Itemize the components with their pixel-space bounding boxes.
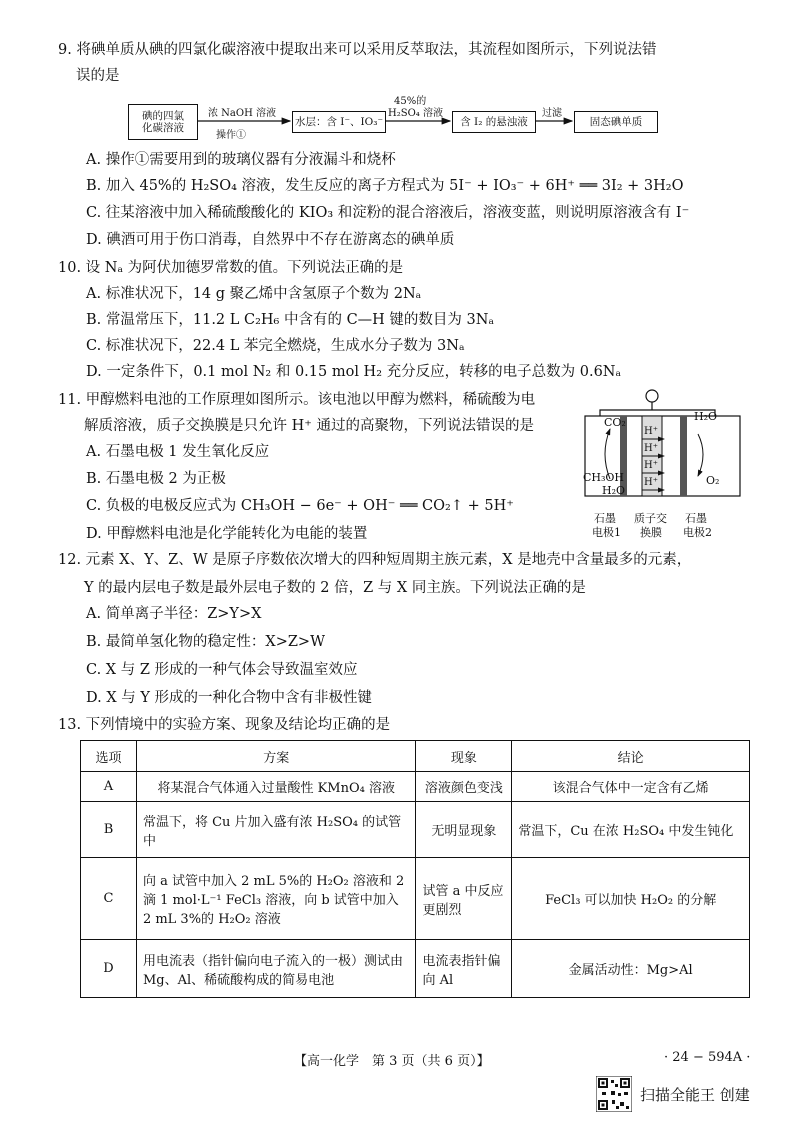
q9-option-a: A. 操作①需要用到的玻璃仪器有分液漏斗和烧杯 <box>86 152 396 168</box>
label-hplus-2: H⁺ <box>644 443 658 454</box>
row-phenomenon: 电流表指针偏向 Al <box>416 940 512 998</box>
fuel-cell-drawing <box>580 384 750 524</box>
q9-option-c: C. 往某溶液中加入稀硫酸酸化的 KIO₃ 和淀粉的混合溶液后，溶液变蓝，则说明原溶液含有 I⁻ <box>86 205 690 221</box>
row-plan: 用电流表（指针偏向电子流入的一极）测试由 Mg、Al、稀硫酸构成的简易电池 <box>136 940 416 998</box>
flow-arrow2-top2: H₂SO₄ 溶液 <box>388 108 443 119</box>
label-co2: CO₂ <box>604 416 626 429</box>
row-conclusion: 金属活动性：Mg>Al <box>512 940 750 998</box>
row-conclusion: 常温下，Cu 在浓 H₂SO₄ 中发生钝化 <box>512 802 750 858</box>
label-electrode2-a: 石墨 <box>685 512 707 525</box>
row-plan: 向 a 试管中加入 2 mL 5%的 H₂O₂ 溶液和 2 滴 1 mol·L⁻¹ FeCl₃ 溶液，向 b 试管中加入 2 mL 3%的 H₂O₂ 溶液 <box>136 858 416 940</box>
row-conclusion: FeCl₃ 可以加快 H₂O₂ 的分解 <box>512 858 750 940</box>
label-o2: O₂ <box>706 474 720 487</box>
label-hplus-1: H⁺ <box>644 426 658 437</box>
table-header-row <box>81 741 750 772</box>
page-footer-center: 【高一化学 第 3 页（共 6 页）】 <box>294 1054 490 1069</box>
label-hplus-4: H⁺ <box>644 477 658 488</box>
electrode-2 <box>680 416 687 496</box>
q12-option-b: B. 最简单氢化物的稳定性：X>Z>W <box>86 634 325 650</box>
q12-option-a: A. 简单离子半径：Z>Y>X <box>86 606 262 622</box>
q12-stem-line1: 12. 元素 X、Y、Z、W 是原子序数依次增大的四种短周期主族元素，X 是地壳中含量最多的元素， <box>58 552 692 568</box>
row-plan: 常温下，将 Cu 片加入盛有浓 H₂SO₄ 的试管中 <box>136 802 416 858</box>
bulb-icon <box>646 390 658 402</box>
flow-arrow2-top1: 45%的 <box>394 96 427 107</box>
flow-arrow1-top: 浓 NaOH 溶液 <box>208 108 276 119</box>
flow-box-1: 碘的四氯 化碳溶液 <box>128 104 198 140</box>
label-membrane-a: 质子交 <box>634 512 667 525</box>
row-conclusion: 该混合气体中一定含有乙烯 <box>512 772 750 802</box>
header-conclusion: 结论 <box>512 741 750 772</box>
q11-stem-line1: 11. 甲醇燃料电池的工作原理如图所示。该电池以甲醇为燃料，稀硫酸为电 <box>58 392 536 408</box>
q11-option-d: D. 甲醇燃料电池是化学能转化为电能的装置 <box>86 526 368 542</box>
label-membrane-b: 换膜 <box>640 526 662 539</box>
row-phenomenon: 无明显现象 <box>416 802 512 858</box>
label-electrode1-b: 电极1 <box>592 526 621 539</box>
header-plan: 方案 <box>136 741 416 772</box>
table-row <box>81 802 750 858</box>
page-footer-code: · 24 − 594A · <box>664 1050 751 1065</box>
q9-option-d: D. 碘酒可用于伤口消毒，自然界中不存在游离态的碘单质 <box>86 232 455 248</box>
q10-option-d: D. 一定条件下，0.1 mol N₂ 和 0.15 mol H₂ 充分反应，转移的电子总数为 0.6Nₐ <box>86 364 622 380</box>
label-h2o-left: H₂O <box>602 484 626 497</box>
q11-option-a: A. 石墨电极 1 发生氧化反应 <box>86 444 270 460</box>
q9-option-b: B. 加入 45%的 H₂SO₄ 溶液，发生反应的离子方程式为 5I⁻ + IO₃⁻ + 6H⁺ ══ 3I₂ + 3H₂O <box>86 178 684 194</box>
row-plan: 将某混合气体通入过量酸性 KMnO₄ 溶液 <box>136 772 416 802</box>
row-option: B <box>81 802 137 858</box>
q12-option-d: D. X 与 Y 形成的一种化合物中含有非极性键 <box>86 690 373 706</box>
watermark-text: 扫描全能王 创建 <box>640 1086 750 1104</box>
label-ch3oh: CH₃OH <box>583 471 625 484</box>
q11-stem-line2: 解质溶液，质子交换膜是只允许 H⁺ 通过的高聚物，下列说法错误的是 <box>84 418 535 434</box>
label-hplus-3: H⁺ <box>644 460 658 471</box>
row-option: D <box>81 940 137 998</box>
q9-stem-line2: 误的是 <box>76 68 120 84</box>
flow-arrows <box>0 0 794 160</box>
label-electrode2-b: 电极2 <box>683 526 712 539</box>
header-option: 选项 <box>81 741 137 772</box>
q10-option-b: B. 常温常压下，11.2 L C₂H₆ 中含有的 C—H 键的数目为 3Nₐ <box>86 312 495 328</box>
row-phenomenon: 溶液颜色变浅 <box>416 772 512 802</box>
q12-stem-line2: Y 的最内层电子数是最外层电子数的 2 倍，Z 与 X 同主族。下列说法正确的是 <box>84 580 586 596</box>
row-option: C <box>81 858 137 940</box>
label-electrode1-a: 石墨 <box>594 512 616 525</box>
q10-option-a: A. 标准状况下，14 g 聚乙烯中含氢原子个数为 2Nₐ <box>86 286 422 302</box>
table-row <box>81 772 750 802</box>
q13-stem: 13. 下列情境中的实验方案、现象及结论均正确的是 <box>58 717 391 733</box>
q12-option-c: C. X 与 Z 形成的一种气体会导致温室效应 <box>86 662 358 678</box>
flow-box-2: 水层：含 I⁻、IO₃⁻ <box>292 111 386 133</box>
table-row <box>81 858 750 940</box>
row-phenomenon: 试管 a 中反应更剧烈 <box>416 858 512 940</box>
q11-option-b: B. 石墨电极 2 为正极 <box>86 471 226 487</box>
flow-box-4: 固态碘单质 <box>574 111 658 133</box>
header-phenomenon: 现象 <box>416 741 512 772</box>
q13-table <box>80 740 750 998</box>
table-row <box>81 940 750 998</box>
label-h2o-top: H₂O <box>694 410 718 423</box>
q11-option-c: C. 负极的电极反应式为 CH₃OH − 6e⁻ + OH⁻ ══ CO₂↑ + 5H⁺ <box>86 498 514 514</box>
qr-code-icon <box>596 1076 632 1112</box>
q10-stem: 10. 设 Nₐ 为阿伏加德罗常数的值。下列说法正确的是 <box>58 260 404 276</box>
flow-box-3: 含 I₂ 的悬浊液 <box>452 111 536 133</box>
flow-arrow1-bottom: 操作① <box>216 130 246 141</box>
row-option: A <box>81 772 137 802</box>
q10-option-c: C. 标准状况下，22.4 L 苯完全燃烧，生成水分子数为 3Nₐ <box>86 338 465 354</box>
q9-stem-line1: 9. 将碘单质从碘的四氯化碳溶液中提取出来可以采用反萃取法，其流程如图所示，下列说法错 <box>58 42 657 58</box>
flow-arrow3-top: 过滤 <box>542 108 562 119</box>
